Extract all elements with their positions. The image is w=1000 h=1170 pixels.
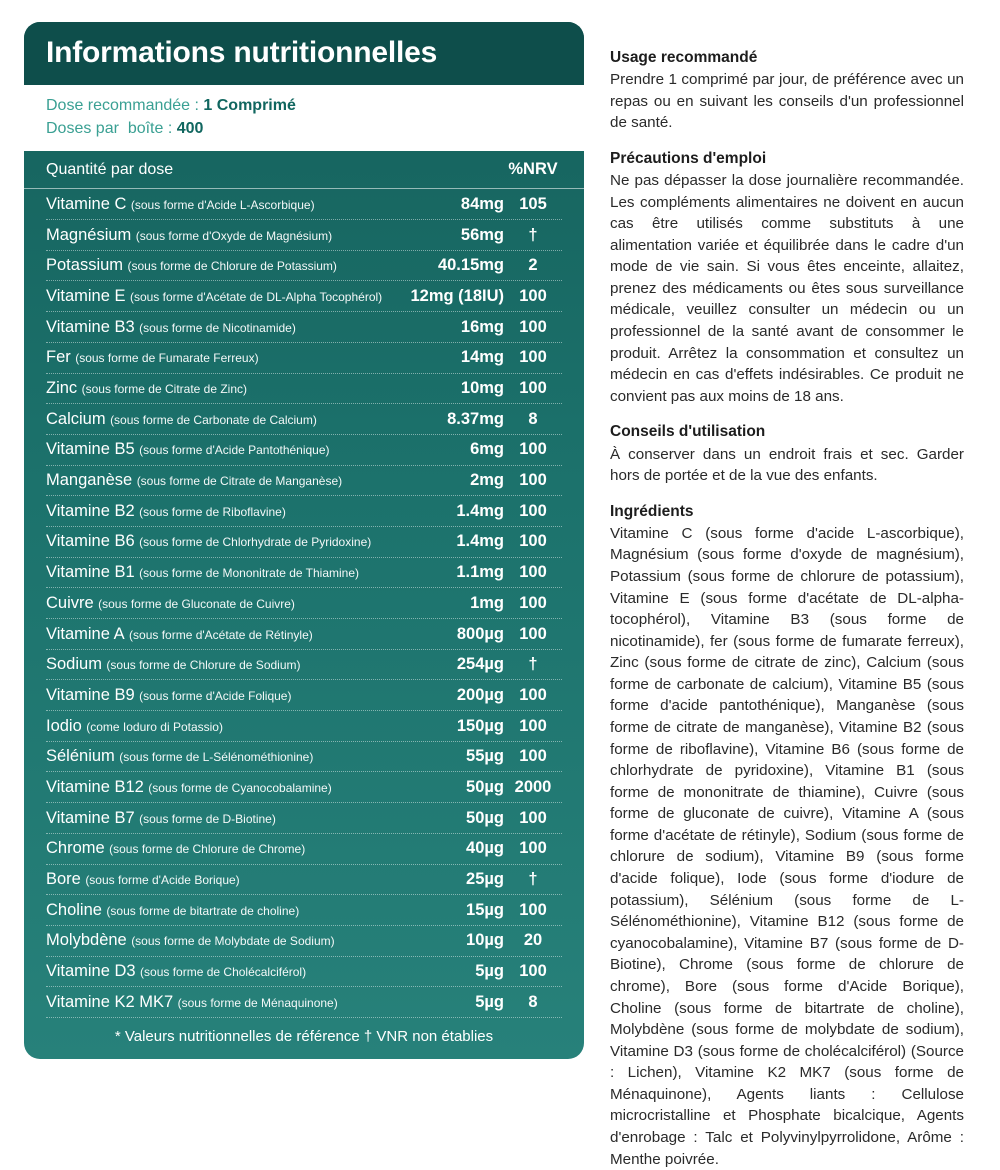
table-row	[46, 926, 562, 957]
nutrient-form: (sous forme de Chlorhydrate de Pyridoxine)	[139, 535, 372, 550]
nutrient-name: Vitamine B2	[46, 501, 135, 520]
nutrition-facts-card	[24, 22, 584, 1059]
nutrient-cell	[46, 901, 396, 920]
nutrient-amount: 10µg	[466, 931, 504, 950]
nutrient-cell	[46, 962, 396, 981]
table-row	[46, 466, 562, 497]
table-row	[46, 558, 562, 589]
nutrient-amount: 1.1mg	[456, 563, 504, 582]
nutrient-name: Vitamine A	[46, 624, 125, 643]
nutrient-name: Cuivre	[46, 593, 94, 612]
table-row	[46, 742, 562, 773]
nutrient-cell	[46, 809, 396, 828]
nutrient-form: (come Ioduro di Potassio)	[86, 719, 223, 734]
nutrient-amount: 5µg	[475, 962, 504, 981]
nutrient-form: (sous forme de Ménaquinone)	[177, 995, 338, 1010]
section-conseils	[610, 422, 964, 486]
nutrient-nrv: 100	[519, 348, 547, 367]
nutrient-nrv: †	[528, 655, 538, 674]
section-usage-heading: Usage recommandé	[610, 49, 758, 66]
nutrient-nrv: 8	[528, 409, 538, 428]
nutrient-form: (sous forme de Riboflavine)	[139, 504, 286, 519]
nutrient-amount: 50µg	[466, 808, 504, 827]
nutrient-nrv: 100	[519, 593, 547, 612]
nutrient-cell	[46, 594, 396, 613]
nutrient-form: (sous forme de Chlorure de Potassium)	[127, 259, 337, 274]
table-row	[46, 987, 562, 1018]
nutrient-amount: 15µg	[466, 900, 504, 919]
nutrient-form: (sous forme d'Acide Borique)	[85, 873, 240, 887]
nutrient-name: Vitamine B1	[46, 563, 135, 582]
nutrient-form: (sous forme de Cholécalciférol)	[140, 965, 307, 980]
table-row	[46, 865, 562, 896]
nutrient-nrv: 100	[519, 962, 547, 981]
nutrient-name: Vitamine E	[46, 286, 126, 305]
section-precautions-heading: Précautions d'emploi	[610, 149, 767, 167]
nutrient-form: (sous forme d'Acétate de Rétinyle)	[129, 627, 313, 642]
nutrient-nrv: 100	[519, 624, 547, 643]
section-ingredients-heading: Ingrédients	[610, 502, 694, 520]
nutrient-form: (sous forme de Chlorure de Chrome)	[109, 842, 306, 857]
nutrient-form: (sous forme de Citrate de Zinc)	[81, 382, 248, 396]
nutrient-cell	[46, 563, 396, 582]
table-row	[46, 251, 562, 282]
nutrient-name: Molybdène	[46, 931, 127, 950]
nutrient-form: (sous forme de Mononitrate de Thiamine)	[139, 566, 360, 581]
card-header	[24, 22, 584, 85]
table-row	[46, 496, 562, 527]
nutrient-name: Manganèse	[46, 471, 133, 490]
nutrient-cell	[46, 655, 396, 674]
nutrient-cell	[46, 839, 396, 858]
nutrient-name: Sodium	[46, 655, 102, 674]
nutrient-amount: 14mg	[460, 348, 504, 367]
nutrient-amount: 254µg	[456, 655, 504, 674]
section-usage	[610, 48, 964, 134]
nutrient-name: Magnésium	[46, 225, 132, 244]
nutrient-cell	[46, 993, 396, 1012]
nutrient-name: Chrome	[46, 839, 105, 858]
recommended-dose-label: Dose recommandée :	[46, 97, 204, 114]
section-usage-body: Prendre 1 comprimé par jour, de préférence avec un repas ou en suivant les conseils d'un professionnel de santé.	[610, 71, 964, 132]
nutrient-nrv: 2000	[514, 777, 552, 796]
nutrient-name: Vitamine B5	[46, 440, 135, 459]
table-row	[46, 189, 562, 220]
dose-summary	[24, 85, 584, 151]
table-row	[46, 834, 562, 865]
nutrient-cell	[46, 348, 396, 367]
section-conseils-body: À conserver dans un endroit frais et sec. Garder hors de portée et de la vue des enfants.	[610, 445, 964, 485]
nutrient-nrv: 20	[523, 931, 543, 950]
table-row	[46, 343, 562, 374]
nutrient-amount: 5µg	[475, 992, 504, 1011]
nutrient-table-body	[24, 189, 584, 1018]
nutrient-name: Sélénium	[46, 747, 115, 766]
nutrient-amount: 800µg	[456, 624, 504, 643]
nutrient-amount: 40.15mg	[437, 256, 504, 275]
table-row	[46, 803, 562, 834]
nutrient-nrv: 100	[519, 563, 547, 582]
nutrient-cell	[46, 256, 396, 275]
table-row	[46, 650, 562, 681]
nutrient-name: Iodio	[46, 716, 82, 735]
nutrient-cell	[46, 410, 396, 429]
doses-per-box-value: 400	[176, 120, 204, 138]
section-ingredients-body: Vitamine C (sous forme d'acide L-ascorbique), Magnésium (sous forme d'oxyde de magnésium), Potassium (sous forme de chlorure de potassium), Vitamine E (sous forme d'acétate de DL-alpha-tocophérol), Vitamine B3 (sous forme de nicotinamide), fer (sous forme de fumarate ferreux), Zinc (sous forme de citrate de zinc), Calcium (sous forme de carbonate de calcium), Vitamine B5 (sous forme d'acide pantothénique), Manganèse (sous forme de citrate de manganèse), Vitamine B2 (sous forme de riboflavine), Vitamine B6 (sous forme de chlorhydrate de pyridoxine), Vitamine B1 (sous forme de mononitrate de thiamine), Cuivre (sous forme de gluconate de cuivre), Vitamine A (sous forme d'acétate de rétinyle), Sodium (sous forme de chlorure de sodium), Vitamine B9 (sous forme d'acide folique), Iode (sous forme d'iodure de potassium), Sélénium (sous forme de L-Sélénométhionine), Vitamine B12 (sous forme de cyanocobalamine), Vitamine B7 (sous forme de D-Biotine), Chrome (sous forme de chlorure de chrome), Bore (sous forme d'Acide Borique), Choline (sous forme de bitartrate de choline), Molybdène (sous forme de molybdate de sodium), Vitamine D3 (sous forme de cholécalciférol) (Source : Lichen), Vitamine K2 MK7 (sous forme de Ménaquinone), Agents liants : Cellulose microcristalline et Phosphate bicalcique, Agents d'enrobage : Talc et Polyvinylpyrrolidone, Arôme : Menthe poivrée.	[610, 524, 964, 1168]
nutrient-nrv: 100	[519, 440, 547, 459]
nutrient-cell	[46, 747, 396, 766]
nutrient-nrv: †	[528, 870, 538, 888]
nutrient-amount: 1mg	[470, 593, 504, 612]
nutrient-amount: 1.4mg	[456, 501, 504, 520]
section-precautions-body: Ne pas dépasser la dose journalière recommandée. Les compléments alimentaires ne doivent en aucun cas être utilisés comme substituts à une alimentation variée et équilibrée dans le cadre d'un mode de vie sain. Si vous êtes enceinte, allaitez, prenez des médicaments ou êtes sous surveillance médicale, veuillez consulter un médecin ou un professionnel de la santé avant de consommer le produit. Arrêtez la consommation et consultez un médecin en cas d'effets indésirables. Ce produit ne convient pas aux moins de 18 ans.	[610, 172, 964, 405]
nutrient-name: Vitamine D3	[46, 962, 136, 981]
nutrient-cell	[46, 931, 396, 950]
nutrient-form: (sous forme d'Acide Folique)	[139, 688, 292, 703]
section-ingredients	[610, 502, 964, 1170]
nutrient-cell	[46, 625, 396, 644]
nutrient-form: (sous forme de Cyanocobalamine)	[148, 780, 332, 795]
nutrient-cell	[46, 226, 396, 245]
nutrient-name: Potassium	[46, 256, 124, 275]
table-row	[46, 435, 562, 466]
nutrient-cell	[46, 778, 396, 797]
nutrient-form: (sous forme de Molybdate de Sodium)	[131, 934, 335, 949]
table-header-nrv: %NRV	[508, 160, 558, 179]
nutrient-name: Vitamine K2 MK7	[46, 992, 174, 1011]
nutrient-nrv: 100	[519, 501, 547, 520]
nutrient-amount: 25µg	[466, 870, 504, 888]
nutrient-nrv: 105	[519, 194, 547, 213]
nutrient-name: Vitamine C	[46, 194, 127, 213]
nutrient-amount: 150µg	[456, 716, 504, 735]
table-row	[46, 619, 562, 650]
table-footnote: * Valeurs nutritionnelles de référence † VNR non établies	[114, 1027, 494, 1045]
nutrient-form: (sous forme de Carbonate de Calcium)	[110, 412, 317, 427]
nutrient-nrv: 2	[528, 256, 538, 275]
nutrient-amount: 1.4mg	[456, 532, 504, 551]
nutrient-form: (sous forme de Chlorure de Sodium)	[106, 658, 301, 673]
nutrient-nrv: 100	[519, 685, 547, 704]
nutrient-amount: 8.37mg	[447, 409, 504, 428]
nutrient-amount: 200µg	[456, 685, 504, 704]
nutrient-amount: 10mg	[460, 379, 504, 397]
nutrient-nrv: 100	[519, 747, 547, 766]
table-row	[46, 527, 562, 558]
doses-per-box-line	[46, 117, 562, 140]
nutrient-name: Vitamine B7	[46, 808, 135, 827]
nutrient-nrv: 100	[519, 716, 547, 735]
nutrient-cell	[46, 686, 396, 705]
nutrient-amount: 16mg	[460, 317, 504, 336]
table-row	[46, 588, 562, 619]
nutrient-amount: 56mg	[460, 225, 504, 244]
nutrient-form: (sous forme d'Acide L-Ascorbique)	[130, 197, 315, 212]
nutrient-nrv: 100	[519, 286, 547, 305]
nutrient-cell	[46, 471, 396, 490]
table-row	[46, 895, 562, 926]
table-row	[46, 404, 562, 435]
nutrient-cell	[46, 440, 396, 459]
table-header-row	[24, 151, 584, 189]
page-title: Informations nutritionnelles	[46, 36, 438, 69]
nutrient-nrv: 100	[519, 317, 547, 336]
nutrient-cell	[46, 318, 396, 337]
table-row	[46, 711, 562, 742]
table-row	[46, 772, 562, 803]
recommended-dose-line	[46, 94, 562, 117]
nutrient-cell	[46, 195, 396, 214]
nutrient-form: (sous forme de bitartrate de choline)	[106, 903, 300, 918]
nutrient-name: Vitamine B12	[46, 777, 144, 796]
doses-per-box-label: Doses par boîte :	[46, 120, 177, 138]
recommended-dose-value: 1 Comprimé	[203, 97, 296, 114]
nutrient-cell	[46, 502, 396, 521]
nutrient-amount: 84mg	[460, 194, 504, 213]
table-row	[46, 220, 562, 251]
nutrient-form: (sous forme d'Oxyde de Magnésium)	[135, 228, 333, 243]
nutrient-name: Vitamine B6	[46, 532, 135, 551]
nutrient-form: (sous forme de L-Sélénométhionine)	[119, 750, 314, 765]
nutrient-nrv: 100	[519, 808, 547, 827]
table-row	[46, 374, 562, 405]
nutrient-cell	[46, 870, 396, 889]
nutrient-form: (sous forme de Citrate de Manganèse)	[136, 474, 343, 489]
nutrient-name: Choline	[46, 900, 102, 919]
nutrient-nrv: †	[528, 225, 538, 244]
nutrient-form: (sous forme de Gluconate de Cuivre)	[98, 596, 295, 611]
nutrient-nrv: 100	[519, 900, 547, 919]
nutrient-cell	[46, 287, 396, 306]
section-conseils-heading: Conseils d'utilisation	[610, 423, 766, 441]
nutrient-form: (sous forme de D-Biotine)	[139, 811, 276, 826]
nutrient-cell	[46, 717, 396, 736]
nutrient-nrv: 8	[528, 992, 538, 1011]
nutrient-name: Zinc	[46, 379, 78, 397]
nutrient-nrv: 100	[519, 471, 547, 490]
nutrient-name: Vitamine B9	[46, 685, 135, 704]
nutrient-form: (sous forme d'Acétate de DL-Alpha Tocophérol)	[129, 289, 383, 304]
nutrient-nrv: 100	[519, 839, 547, 858]
nutrient-form: (sous forme de Nicotinamide)	[139, 320, 296, 335]
nutrient-form: (sous forme d'Acide Pantothénique)	[139, 443, 330, 458]
nutrient-form: (sous forme de Fumarate Ferreux)	[75, 351, 259, 366]
section-precautions	[610, 149, 964, 408]
table-header-name: Quantité par dose	[46, 160, 174, 178]
nutrient-name: Vitamine B3	[46, 317, 135, 336]
nutrient-name: Fer	[46, 348, 71, 367]
nutrient-cell	[46, 379, 396, 398]
table-row	[46, 312, 562, 343]
nutrient-name: Bore	[46, 870, 81, 888]
nutrient-nrv: 100	[519, 379, 547, 397]
nutrient-cell	[46, 532, 396, 551]
nutrient-amount: 12mg (18IU)	[410, 286, 504, 305]
nutrient-nrv: 100	[519, 532, 547, 551]
nutrient-amount: 40µg	[466, 839, 504, 858]
nutrient-name: Calcium	[46, 409, 106, 428]
nutrient-amount: 6mg	[470, 440, 504, 459]
nutrient-amount: 50µg	[466, 777, 504, 796]
info-column	[584, 22, 964, 1168]
table-row	[46, 281, 562, 312]
table-row	[46, 957, 562, 988]
table-row	[46, 680, 562, 711]
nutrient-amount: 2mg	[470, 471, 504, 490]
nutrient-amount: 55µg	[466, 747, 504, 766]
